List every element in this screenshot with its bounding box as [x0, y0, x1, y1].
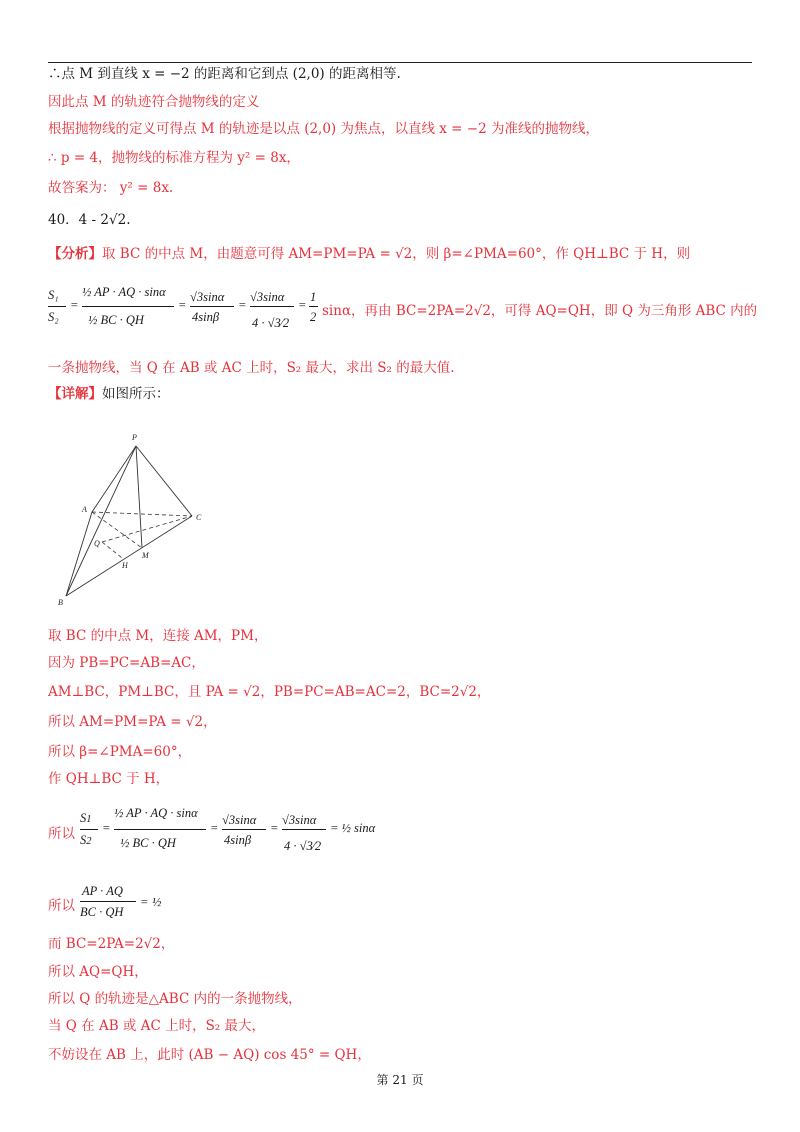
text-line-1: ∴点 M 到直线 x = −2 的距离和它到点 (2,0) 的距离相等.: [48, 66, 401, 82]
text-line-4: ∴ p = 4，抛物线的标准方程为 y² = 8x，: [48, 150, 300, 166]
detail-line-9: 所以 Q 的轨迹是△ABC 内的一条抛物线，: [48, 991, 302, 1007]
ratio-den: BC · QH: [80, 905, 124, 919]
text-line-5: 故答案为： y² = 8x.: [48, 180, 174, 196]
label-B: B: [58, 598, 63, 607]
num3: √3sinα: [250, 290, 285, 304]
s1-label: S₁: [48, 288, 59, 302]
ratio-val: ½: [152, 895, 162, 909]
detail-line-5: 所以 β=∠PMA=60°，: [48, 744, 192, 760]
page-number: 第 21 页: [376, 1073, 424, 1087]
detail-line-10: 当 Q 在 AB 或 AC 上时，S₂ 最大，: [48, 1018, 266, 1034]
detail-line-1: 取 BC 的中点 M，连接 AM，PM，: [48, 628, 268, 644]
edge-PM: [136, 446, 142, 548]
analysis-line-3: 一条抛物线，当 Q 在 AB 或 AC 上时，S₂ 最大，求出 S₂ 的最大值.: [48, 360, 455, 376]
detail-line-2: 因为 PB=PC=AB=AC，: [48, 655, 205, 671]
text-line-2: 因此点 M 的轨迹符合抛物线的定义: [48, 94, 260, 110]
detail-text: 如图所示：: [102, 386, 170, 402]
analysis-tag: 【分析】: [48, 246, 102, 262]
so-label-1: 所以: [48, 826, 75, 842]
detail-line-4: 所以 AM=PM=PA = √2，: [48, 714, 217, 730]
answer-40: 40．4 - 2√2.: [48, 212, 131, 228]
num2: √3sinα: [190, 290, 225, 304]
label-H: H: [122, 561, 128, 570]
analysis-text: 取 BC 的中点 M，由题意可得 AM=PM=PA = √2，则 β=∠PMA=60°，作 QH⊥BC 于 H，则: [102, 246, 691, 262]
detail-line-8: 所以 AQ=QH，: [48, 964, 148, 980]
edge-AB: [66, 512, 92, 596]
detail-line-11: 不妨设在 AB 上，此时 (AB − AQ) cos 45° = QH，: [48, 1047, 371, 1063]
line-QH: [102, 542, 122, 558]
label-C: C: [196, 513, 202, 522]
den1: ½ BC · QH: [88, 313, 144, 327]
den2: 4sinβ: [192, 310, 220, 324]
label-A: A: [82, 505, 87, 514]
edge-AC: [92, 512, 192, 516]
edge-PA: [92, 446, 136, 512]
analysis-line: [48, 244, 690, 264]
s2-label: S₂: [48, 310, 59, 324]
header-rule: [48, 62, 752, 63]
den3: 4 · √3⁄2: [252, 316, 290, 330]
edge-PC: [136, 446, 192, 516]
ratio-num: AP · AQ: [82, 884, 123, 898]
so-label-2: 所以: [48, 898, 75, 914]
detail-line-6: 作 QH⊥BC 于 H，: [48, 771, 170, 787]
num1: ½ AP · AQ · sinα: [82, 285, 166, 299]
label-M: M: [142, 551, 149, 560]
formula-result: = ½ sinα: [330, 821, 376, 835]
pyramid-figure: [50, 430, 220, 610]
detail-line-7: 而 BC=2PA=2√2，: [48, 936, 175, 952]
label-P: P: [132, 433, 137, 442]
text-line-3: 根据抛物线的定义可得点 M 的轨迹是以点 (2,0) 为焦点，以直线 x = −2 为准线的抛物线，: [48, 121, 599, 137]
detail-line-3: AM⊥BC，PM⊥BC，且 PA = √2，PB=PC=AB=AC=2，BC=2√2，: [48, 684, 491, 700]
detail-tag: 【详解】: [48, 386, 102, 402]
label-Q: Q: [94, 539, 100, 548]
analysis-continuation: sinα，再由 BC=2PA=2√2，可得 AQ=QH，即 Q 为三角形 ABC 内的: [322, 303, 758, 319]
